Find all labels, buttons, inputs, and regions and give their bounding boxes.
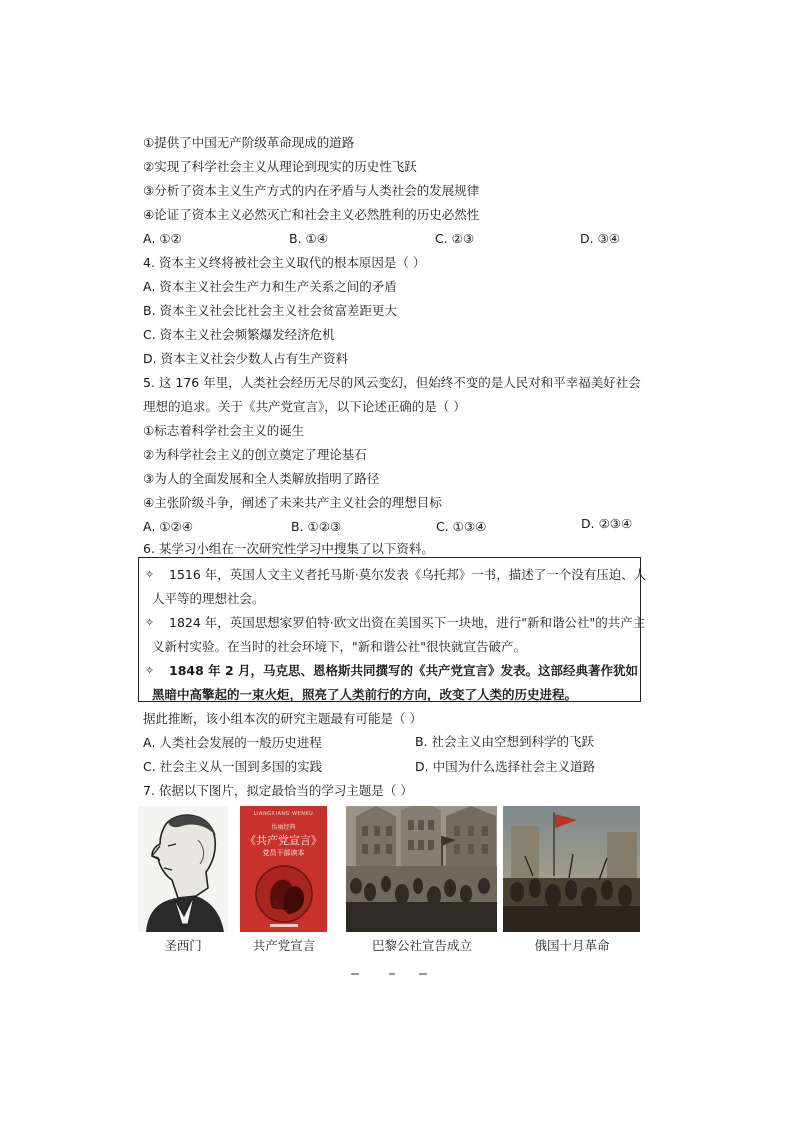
q3-option-b: B. ①④ bbox=[289, 231, 328, 246]
bullet-icon: ✧ bbox=[145, 568, 155, 581]
q7-stem: 7. 依据以下图片，拟定最恰当的学习主题是（ ） bbox=[143, 783, 413, 798]
q6-question: 据此推断，该小组本次的研究主题最有可能是（ ） bbox=[143, 711, 422, 726]
q6-option-c: C. 社会主义从一国到多国的实践 bbox=[143, 759, 323, 774]
cover-title: 《共产党宣言》 bbox=[245, 834, 322, 847]
q6-option-b: B. 社会主义由空想到科学的飞跃 bbox=[415, 734, 595, 749]
material-1848-line2: 黑暗中高擎起的一束火炬，照亮了人类前行的方向，改变了人类的历史进程。 bbox=[152, 687, 578, 702]
caption-october-revolution: 俄国十月革命 bbox=[534, 938, 610, 953]
q4-option-c: C. 资本主义社会频繁爆发经济危机 bbox=[143, 327, 335, 342]
q5-statement-2: ②为科学社会主义的创立奠定了理论基石 bbox=[143, 447, 367, 462]
material-1516-line2: 人平等的理想社会。 bbox=[152, 591, 265, 606]
caption-paris-commune: 巴黎公社宣告成立 bbox=[371, 938, 472, 953]
saint-simon-portrait bbox=[138, 806, 228, 932]
q5-statement-3: ③为人的全面发展和全人类解放指明了路径 bbox=[143, 471, 380, 486]
bullet-icon: ✧ bbox=[145, 664, 155, 677]
q5-option-c: C. ①③④ bbox=[436, 519, 487, 534]
marx-engels-relief-icon bbox=[254, 864, 314, 924]
q6-option-d: D. 中国为什么选择社会主义道路 bbox=[415, 759, 596, 774]
paris-commune-image bbox=[346, 806, 497, 932]
q4-stem: 4. 资本主义终将被社会主义取代的根本原因是（ ） bbox=[143, 255, 426, 270]
q4-option-a: A. 资本主义社会生产力和生产关系之间的矛盾 bbox=[143, 279, 397, 294]
q5-statement-1: ①标志着科学社会主义的诞生 bbox=[143, 423, 305, 438]
q3-statement-2: ②实现了科学社会主义从理论到现实的历史性飞跃 bbox=[143, 159, 417, 174]
q3-option-c: C. ②③ bbox=[435, 231, 475, 246]
cover-series: 怡丽经典 bbox=[271, 824, 296, 831]
q3-statement-4: ④论证了资本主义必然灭亡和社会主义必然胜利的历史必然性 bbox=[143, 207, 480, 222]
q5-option-d: D. ②③④ bbox=[581, 516, 633, 531]
q6-option-a: A. 人类社会发展的一般历史进程 bbox=[143, 735, 322, 750]
communist-manifesto-cover bbox=[240, 806, 327, 932]
q5-option-b: B. ①②③ bbox=[291, 519, 342, 534]
material-1516-line1: 1516 年，英国人文主义者托马斯·莫尔发表《乌托邦》一书，描述了一个没有压迫、人 bbox=[169, 567, 647, 582]
cover-subtitle: 党员干部读本 bbox=[262, 849, 305, 857]
q3-statement-3: ③分析了资本主义生产方式的内在矛盾与人类社会的发展规律 bbox=[143, 183, 480, 198]
q4-option-d: D. 资本主义社会少数人占有生产资料 bbox=[143, 351, 349, 366]
q3-option-d: D. ③④ bbox=[580, 231, 620, 246]
q4-option-b: B. 资本主义社会比社会主义社会贫富差距更大 bbox=[143, 303, 398, 318]
october-revolution-image bbox=[503, 806, 640, 932]
material-1824-line1: 1824 年，英国思想家罗伯特·欧文出资在美国买下一块地，进行"新和谐公社"的共产主 bbox=[169, 615, 646, 630]
cover-top-text: LIANGXIANG WENKU bbox=[253, 811, 314, 817]
bullet-icon: ✧ bbox=[145, 616, 155, 629]
material-1824-line2: 义新村实验。在当时的社会环境下，"新和谐公社"很快就宣告破产。 bbox=[152, 639, 527, 654]
caption-saint-simon: 圣西门 bbox=[164, 938, 202, 953]
q3-statement-1: ①提供了中国无产阶级革命现成的道路 bbox=[143, 135, 355, 150]
q5-stem-line1: 5. 这 176 年里，人类社会经历无尽的风云变幻，但始终不变的是人民对和平幸福美好社会 bbox=[143, 375, 641, 390]
q5-option-a: A. ①②④ bbox=[143, 519, 193, 534]
cropped-footer-marks bbox=[349, 968, 429, 976]
caption-communist-manifesto: 共产党宣言 bbox=[252, 938, 316, 953]
q5-stem-line2: 理想的追求。关于《共产党宣言》，以下论述正确的是（ ） bbox=[143, 399, 466, 414]
q5-statement-4: ④主张阶级斗争，阐述了未来共产主义社会的理想目标 bbox=[143, 495, 442, 510]
q6-material-box bbox=[138, 557, 647, 702]
q3-option-a: A. ①② bbox=[143, 231, 182, 246]
q6-stem: 6. 某学习小组在一次研究性学习中搜集了以下资料。 bbox=[143, 541, 434, 556]
material-1848-line1: 1848 年 2 月，马克思、恩格斯共同撰写的《共产党宣言》发表。这部经典著作犹如 bbox=[169, 663, 639, 678]
